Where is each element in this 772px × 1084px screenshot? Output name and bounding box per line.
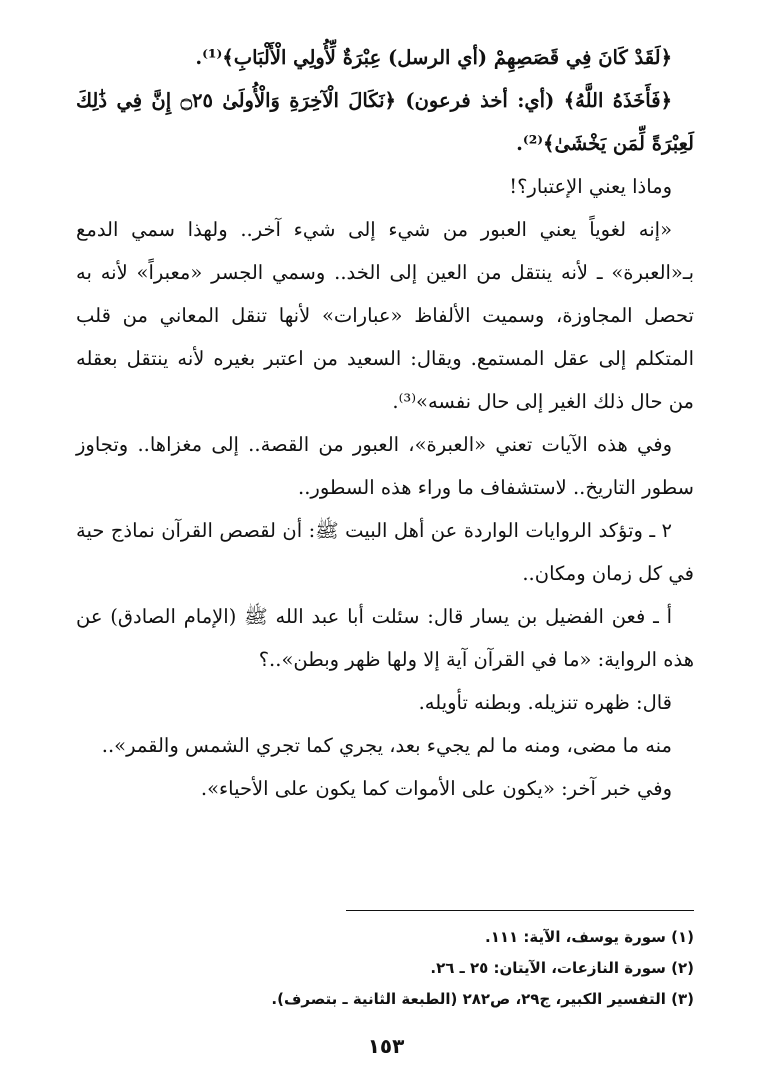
question-paragraph: وماذا يعني الإعتبار؟! bbox=[509, 175, 672, 198]
quran-verse-paragraph: ﴿فَأَخَذَهُ اللَّهُ﴾ (أي: أخذ فرعون) ﴿نَكَالَ الْآخِرَةِ وَالْأُولَىٰ ۝٢٥ إِنَّ فِي ذَٰلِكَ لَعِبْرَةً لِّمَن يَخْشَىٰ﴾⁽²⁾. bbox=[76, 89, 694, 155]
footnote: (١) سورة يوسف، الآية: ١١١. bbox=[485, 928, 694, 946]
body-paragraph: أ ـ فعن الفضيل بن يسار قال: سئلت أبا عبد الله ﷺ (الإمام الصادق) عن هذه الرواية: «ما في القرآن آية إلا ولها ظهر وبطن»..؟ bbox=[76, 605, 694, 671]
footnote: (٣) التفسير الكبير، ج٢٩، ص٢٨٢ (الطبعة الثانية ـ بتصرف). bbox=[271, 990, 694, 1008]
body-paragraph: ٢ ـ وتؤكد الروايات الواردة عن أهل البيت ﷺ: أن لقصص القرآن نماذج حية في كل زمان ومكان.. bbox=[76, 519, 694, 585]
body-paragraph: «إنه لغوياً يعني العبور من شيء إلى شيء آخر.. ولهذا سمي الدمع بـ«العبرة» ـ لأنه ينتقل من العين إلى الخد.. وسمي الجسر «معبراً» لأنه به تحصل المجاوزة، وسميت الألفاظ «عبارات» لأنها تنقل المعاني من قلب المتكلم إلى عقل المستمع. ويقال: السعيد من اعتبر بغيره لأنه ينتقل بعقله من حال ذلك الغير إلى حال نفسه»⁽³⁾. bbox=[76, 218, 694, 413]
page-number: ١٥٣ bbox=[367, 1034, 405, 1058]
footnote: (٢) سورة النازعات، الآيتان: ٢٥ ـ ٢٦. bbox=[430, 959, 694, 977]
body-paragraph: قال: ظهره تنزيله. وبطنه تأويله. bbox=[418, 691, 672, 714]
body-paragraph: منه ما مضى، ومنه ما لم يجيء بعد، يجري كما تجري الشمس والقمر».. bbox=[101, 734, 672, 757]
body-paragraph: وفي خبر آخر: «يكون على الأموات كما يكون على الأحياء». bbox=[200, 777, 672, 800]
footnotes bbox=[74, 922, 694, 1015]
footnote-divider bbox=[346, 910, 694, 911]
body-paragraph: وفي هذه الآيات تعني «العبرة»، العبور من القصة.. إلى مغزاها.. وتجاوز سطور التاريخ.. لاستشفاف ما وراء هذه السطور.. bbox=[76, 433, 694, 499]
quran-verse-paragraph: ﴿لَقَدْ كَانَ فِي قَصَصِهِمْ (أي الرسل) عِبْرَةٌ لِّأُولِي الْأَلْبَابِ﴾⁽¹⁾. bbox=[195, 46, 672, 69]
